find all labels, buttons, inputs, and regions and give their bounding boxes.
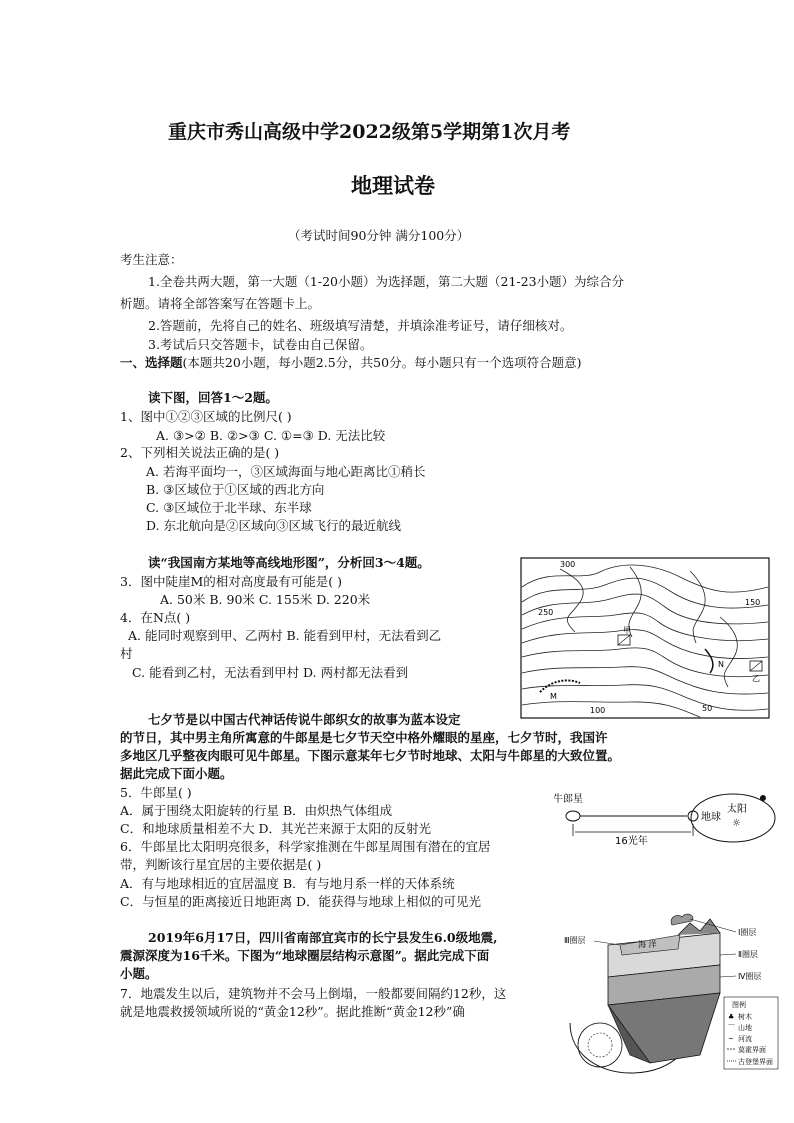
question-5-options-cd: C．和地球质量相差不大 D．其光芒来源于太阳的反射光 [120,821,432,836]
legend-moho: 莫霍界面 [738,1046,766,1054]
point-n-label: N [718,660,724,669]
subject-title: 地理试卷 [351,173,435,198]
g4-para-2: 震源深度为16千米。下图为“地球圈层结构示意图”。据此完成下面 [120,948,490,963]
distance-label: 16光年 [615,836,648,847]
earth-icon [688,811,698,821]
question-1-options: A. ③>② B. ②>③ C. ①=③ D. 无法比较 [156,428,386,443]
g3-para-1: 七夕节是以中国古代神话传说牛郎织女的故事为蓝本设定 [148,712,461,727]
question-3: 3．图中陡崖M的相对高度最有可能是( ) [120,574,342,589]
contour-label-250: 250 [538,608,554,617]
star-icon [566,811,580,821]
legend-title: 图例 [732,1001,746,1009]
layer-1-label: Ⅰ圈层 [738,928,757,937]
g1-intro: 读下图，回答1～2题。 [148,390,278,405]
section-label: 一、选择题 [120,355,183,370]
river-icon: ~ [728,1035,734,1043]
question-4-option-ab-cont: 村 [120,646,133,661]
question-4: 4．在N点( ) [120,610,191,625]
g4-para-3: 小题。 [120,966,158,981]
question-6-options-cd: C．与恒星的距离接近日地距离 D．能获得与地球上相似的可见光 [120,894,482,909]
question-6-options-ab: A．有与地球相近的宜居温度 B．有与地月系一样的天体系统 [120,876,455,891]
legend-gutenberg: 古登堡界面 [738,1058,773,1066]
tree-icon: ♣ [728,1013,735,1021]
question-7-cont: 就是地震救援领域所说的“黄金12秒”。据此推断“黄金12秒”确 [120,1004,465,1019]
contour-label-50: 50 [702,704,713,713]
question-2-option-a: A. 若海平面均一，③区域海面与地心距离比①稍长 [146,464,426,479]
g3-para-3: 多地区几乎整夜肉眼可见牛郎星。下图示意某年七夕节时地球、太阳与牛郎星的大致位置。 [120,748,621,763]
question-2-option-c: C. ③区域位于北半球、东半球 [146,500,312,515]
notice-line-1: 1.全卷共两大题，第一大题（1-20小题）为选择题，第二大题（21-23小题）为综合分 [148,274,625,289]
question-6-cont: 带，判断该行星宜居的主要依据是( ) [120,857,322,872]
section-heading [120,355,581,371]
star-earth-sun-figure [545,790,785,856]
notice-line-3: 3.考试后只交答题卡，试卷由自己保留。 [148,337,373,352]
g4-para-1: 2019年6月17日，四川省南部宜宾市的长宁县发生6.0级地震, [148,930,498,945]
legend-mountain: 山地 [738,1024,752,1032]
village-jia-label: 甲 [623,626,631,635]
g3-para-4: 据此完成下面小题。 [120,766,233,781]
earth-label: 地球 [701,812,721,823]
question-1: 1、图中①②③区域的比例尺( ) [120,409,292,424]
contour-label-100: 100 [590,706,606,715]
notice-heading: 考生注意： [120,252,183,267]
question-4-option-ab: A. 能同时观察到甲、乙两村 B. 能看到甲村，无法看到乙 [128,628,442,643]
notice-line-2: 2.答题前，先将自己的姓名、班级填写清楚，并填涂准考证号，请仔细核对。 [148,318,573,333]
legend-tree: 树木 [738,1013,752,1021]
layer-3-label: Ⅲ圈层 [564,936,586,945]
contour-label-150: 150 [745,598,761,607]
question-6: 6．牛郎星比太阳明亮很多，科学家推测在牛郎星周围有潜在的宜居 [120,839,491,854]
contour-map [520,557,770,719]
cliff-m-label: M [550,692,557,701]
exam-info: （考试时间90分钟 满分100分） [288,228,470,243]
question-4-option-cd: C. 能看到乙村，无法看到甲村 D. 两村都无法看到 [132,665,409,680]
question-5: 5．牛郎星( ) [120,785,192,800]
exam-title: 重庆市秀山高级中学2022级第5学期第1次月考 [168,121,571,143]
earth-layers-figure [560,905,782,1075]
legend-river: 河流 [738,1035,752,1043]
contour-label-300: 300 [560,560,576,569]
question-2: 2、下列相关说法正确的是( ) [120,445,280,460]
star-label: 牛郎星 [553,794,583,805]
question-2-option-b: B. ③区域位于①区域的西北方向 [146,482,325,497]
village-yi-label: 乙 [752,674,760,683]
question-3-options: A. 50米 B. 90米 C. 155米 D. 220米 [160,592,371,607]
g2-intro: 读“我国南方某地等高线地形图”，分析回3～4题。 [148,555,430,570]
question-7: 7．地震发生以后，建筑物并不会马上倒塌，一般都要间隔约12秒，这 [120,986,507,1001]
notice-line-1b: 析题。请将全部答案写在答题卡上。 [120,296,321,311]
layer-4-label: Ⅳ圈层 [738,972,762,981]
mountain-icon: ⌒ [728,1024,735,1032]
question-2-option-d: D. 东北航向是②区域向③区域飞行的最近航线 [146,518,402,533]
section-desc: (本题共20小题，每小题2.5分，共50分。每小题只有一个选项符合题意) [182,355,582,370]
ocean-label: 海 洋 [638,940,657,949]
question-5-options-ab: A．属于围绕太阳旋转的行星 B．由炽热气体组成 [120,803,393,818]
sun-icon: ☼ [732,818,741,829]
sun-label: 太阳 [727,804,747,815]
layer-2-label: Ⅱ圈层 [738,950,758,959]
g3-para-2: 的节日，其中男主角所寓意的牛郎星是七夕节天空中格外耀眼的星座，七夕节时，我国许 [120,730,608,745]
